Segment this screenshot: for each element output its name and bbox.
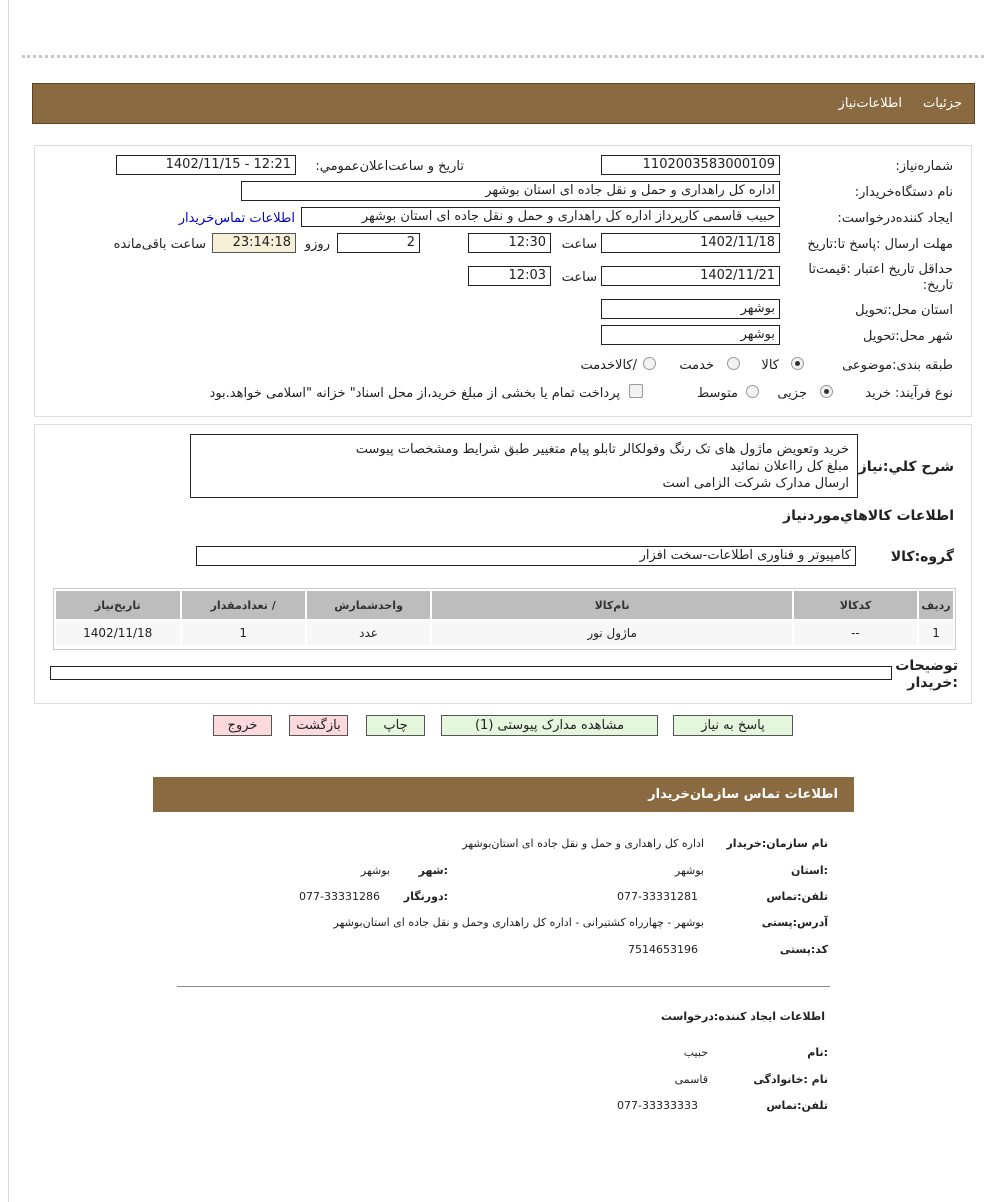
- creator-label: ایجاد کننده‌درخواست:: [837, 211, 953, 226]
- category-service-radio[interactable]: [727, 357, 740, 370]
- description-line: خرید وتعویض ماژول های تک رنگ وفولکالر تابلو پیام متغییر طبق شرایط ومشخصات پیوست: [355, 442, 849, 457]
- contact-org-label: نام سازمان:خریدار: [726, 837, 828, 850]
- contact-address-value: بوشهر - چهارراه کشتیرانی - اداره کل راهداری وحمل و نقل جاده ای استان‌بوشهر: [333, 916, 704, 929]
- goods-group-field: کامپیوتر و فناوری اطلاعات-سخت افزار: [196, 546, 856, 566]
- creator-phone-label: تلفن:تماس: [766, 1099, 828, 1112]
- contact-banner: [153, 777, 854, 812]
- creator-phone-value: 077-33333333: [617, 1099, 698, 1112]
- cell-need-date: 1402/11/18: [83, 626, 153, 640]
- process-medium-radio[interactable]: [746, 385, 759, 398]
- buyer-org-field: اداره کل راهداری و حمل و نقل جاده ای استان بوشهر: [241, 181, 780, 201]
- col-header-row-number: ردیف: [919, 591, 953, 619]
- cell-quantity: 1: [239, 626, 247, 640]
- category-label: طبقه بندی:موضوعی: [842, 358, 953, 373]
- description-line: مبلغ کل رااعلان نمائید: [730, 459, 849, 474]
- buyer-org-label: نام دستگاه‌خریدار:: [854, 185, 953, 200]
- table-header-row: [56, 591, 953, 619]
- city-field: بوشهر: [601, 325, 780, 345]
- col-header-unit: واحدشمارش: [307, 591, 430, 619]
- contact-postal-value: 7514653196: [628, 943, 698, 956]
- remaining-time-field: 23:14:18: [212, 233, 296, 253]
- creator-field: حبیب قاسمی کارپرداز اداره کل راهداری و حمل و نقل جاده ای استان بوشهر: [301, 207, 780, 227]
- print-button[interactable]: چاپ: [366, 715, 425, 736]
- contact-divider: [177, 986, 830, 987]
- creator-info-title: اطلاعات ایجاد کننده:درخواست: [660, 1010, 825, 1023]
- col-header-quantity: / تعدادمقدار: [182, 591, 305, 619]
- contact-postal-label: کد:پستی: [779, 943, 828, 956]
- remaining-label: ساعت باقی‌مانده: [113, 237, 206, 252]
- need-number-label: شماره‌نیاز:: [895, 159, 953, 174]
- goods-section-title: اطلاعات کالاهاي‌موردنیاز: [783, 508, 954, 524]
- city-label: شهر محل:تحویل: [863, 329, 953, 344]
- breadcrumb-info[interactable]: اطلاعات‌نیاز: [838, 96, 902, 111]
- send-time-label: ساعت: [561, 237, 597, 252]
- breadcrumb-details[interactable]: جزئیات: [923, 96, 962, 111]
- announce-field: 1402/11/15 - 12:21: [116, 155, 296, 175]
- contact-fax-value: 077-33331286: [299, 890, 380, 903]
- cell-code: --: [851, 626, 860, 640]
- cell-unit: عدد: [359, 626, 378, 640]
- send-time-field: 12:30: [468, 233, 551, 253]
- process-minor-label: جزیی: [777, 386, 807, 401]
- category-goods-service-label: /کالاخدمت: [580, 358, 637, 373]
- treasury-payment-label: پرداخت تمام یا بخشی از مبلغ خرید،از محل اسناد" خزانه "اسلامی خواهد.بود: [209, 386, 620, 401]
- province-label: استان محل:تحویل: [855, 303, 953, 318]
- announce-label: تاریخ و ساعت‌اعلان‌عمومي:: [315, 159, 464, 174]
- days-field: 2: [337, 233, 420, 253]
- header-banner: [32, 83, 975, 124]
- contact-fax-label: :دورنگار: [403, 890, 448, 903]
- exit-button[interactable]: خروج: [213, 715, 272, 736]
- process-label: نوع فرآیند: خرید: [865, 386, 953, 401]
- col-header-code: کدکالا: [794, 591, 917, 619]
- dotted-divider: [22, 55, 984, 58]
- table-row: [56, 621, 953, 645]
- description-box: [190, 434, 858, 498]
- process-minor-radio[interactable]: [820, 385, 833, 398]
- left-border: [8, 0, 9, 1202]
- send-date-field: 1402/11/18: [601, 233, 780, 253]
- creator-family-label: نام :خانوادگی: [753, 1073, 828, 1086]
- description-line: ارسال مدارک شرکت الزامی است: [662, 476, 849, 491]
- validity-label: حداقل تاریخ اعتبار :قیمت‌تا تاریخ:: [808, 262, 953, 293]
- cell-row-number: 1: [932, 626, 940, 640]
- contact-phone-value: 077-33331281: [617, 890, 698, 903]
- creator-name-value: حبیب: [683, 1046, 708, 1059]
- treasury-payment-checkbox[interactable]: [629, 384, 643, 398]
- description-label: شرح کلي:نياز: [858, 459, 954, 475]
- category-goods-label: کالا: [761, 358, 779, 373]
- col-header-name: نام‌کالا: [432, 591, 792, 619]
- view-attachments-button[interactable]: مشاهده مدارک پیوستی (1): [441, 715, 658, 736]
- contact-province-label: :استان: [791, 864, 828, 877]
- contact-city-label: :شهر: [418, 864, 448, 877]
- validity-date-field: 1402/11/21: [601, 266, 780, 286]
- province-field: بوشهر: [601, 299, 780, 319]
- contact-address-label: آدرس:پستی: [761, 916, 828, 929]
- back-button[interactable]: بازگشت: [289, 715, 348, 736]
- category-goods-radio[interactable]: [791, 357, 804, 370]
- buyer-notes-label: توضیحات :خریدار: [895, 658, 958, 691]
- send-deadline-label: مهلت ارسال :پاسخ تا:تاریخ: [807, 237, 953, 252]
- contact-phone-label: تلفن:تماس: [766, 890, 828, 903]
- validity-time-field: 12:03: [468, 266, 551, 286]
- process-medium-label: متوسط: [697, 386, 738, 401]
- creator-name-label: :نام: [807, 1046, 828, 1059]
- days-label: روزو: [304, 237, 330, 252]
- contact-org-value: اداره کل راهداری و حمل و نقل جاده ای استان‌بوشهر: [462, 837, 704, 850]
- contact-province-value: بوشهر: [674, 864, 704, 877]
- buyer-contact-link[interactable]: اطلاعات تماس‌خریدار: [178, 211, 295, 226]
- cell-name: ماژول نور: [587, 626, 637, 640]
- category-service-label: خدمت: [679, 358, 714, 373]
- reply-button[interactable]: پاسخ به نیاز: [673, 715, 793, 736]
- contact-title: اطلاعات تماس سازمان‌خریدار: [648, 787, 838, 802]
- col-header-need-date: تاریخ‌نیاز: [56, 591, 180, 619]
- contact-city-value: بوشهر: [360, 864, 390, 877]
- buyer-notes-field: [50, 666, 892, 680]
- category-goods-service-radio[interactable]: [643, 357, 656, 370]
- need-number-field: 1102003583000109: [601, 155, 780, 175]
- validity-time-label: ساعت: [561, 270, 597, 285]
- creator-family-value: قاسمی: [674, 1073, 708, 1086]
- goods-group-label: گروه:کالا: [890, 549, 954, 565]
- goods-table: [54, 589, 955, 647]
